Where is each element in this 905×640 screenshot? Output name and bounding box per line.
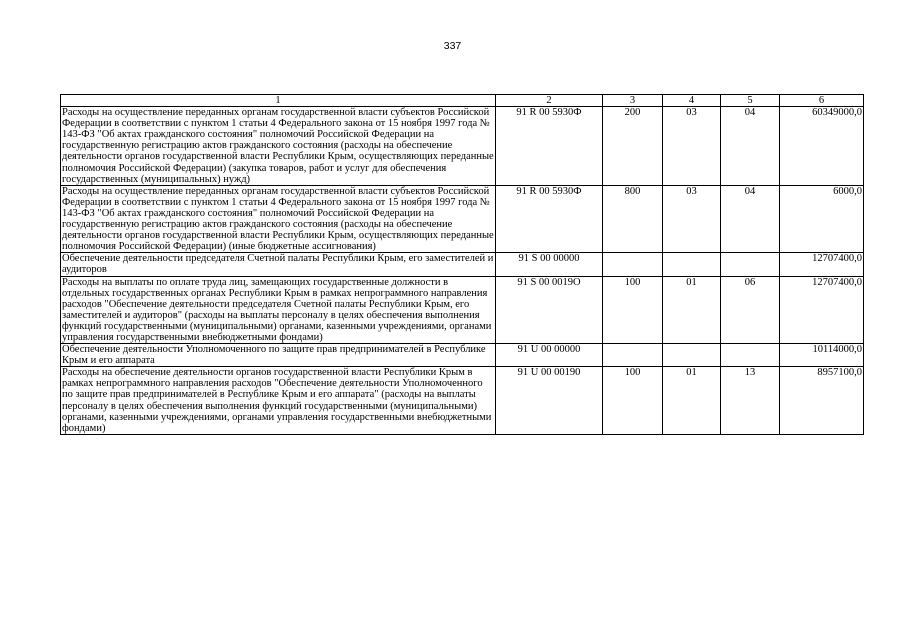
- row-description: Расходы на осуществление переданных органам государственной власти субъектов Российской Федерации в соответствии с пунктом 1 статьи 4 Федерального закона от 15 ноября 1997 года № 143-ФЗ "Об актах гражданского состояния" полномочий Российской Федерации на государственную регистрацию актов гражданского состояния (расходы на обеспечение деятельности органов государственной власти Республики Крым, осуществляющих переданные полномочия Российской Федерации) (закупка товаров, работ и услуг для обеспечения государственных (муниципальных) нужд): [62, 107, 494, 185]
- table-row: [61, 367, 864, 435]
- page-number: 337: [443, 40, 462, 52]
- row-target-article: 91 S 00 00000: [496, 253, 603, 276]
- row-amount: 12707400,0: [780, 253, 864, 276]
- row-subsection: 04: [721, 107, 780, 186]
- row-section: 03: [663, 107, 721, 186]
- row-target-article: 91 S 00 0019О: [496, 276, 603, 344]
- row-description: Расходы на обеспечение деятельности органов государственной власти Республики Крым в рамках непрограммного направления расходов "Обеспечение деятельности Уполномоченного по защите прав предпринимателей в Республике Крым и его аппарата" (расходы на выплаты персоналу в целях обеспечения выполнения функций государственными (муниципальными) органами, казенными учреждениями, органами управления государственными внебюджетными фондами): [61, 367, 496, 435]
- table-row: [61, 107, 864, 186]
- row-section: [663, 344, 721, 367]
- row-amount: 6000,0: [780, 185, 864, 253]
- row-amount: 60349000,0: [780, 107, 864, 186]
- row-subsection: [721, 253, 780, 276]
- header-cell-target-article: 2: [496, 95, 603, 107]
- row-subsection: 13: [721, 367, 780, 435]
- row-target-article: 91 R 00 5930Ф: [496, 107, 603, 186]
- table-row: [61, 253, 864, 276]
- row-target-article: 91 R 00 5930Ф: [496, 185, 603, 253]
- budget-table: [60, 94, 864, 435]
- header-cell-expense-type: 3: [603, 95, 663, 107]
- header-row: [61, 95, 864, 107]
- row-expense-type: 100: [603, 276, 663, 344]
- row-amount: 8957100,0: [780, 367, 864, 435]
- row-target-article: 91 U 00 00000: [496, 344, 603, 367]
- row-expense-type: [603, 253, 663, 276]
- row-section: [663, 253, 721, 276]
- row-section: 01: [663, 276, 721, 344]
- row-amount: 10114000,0: [780, 344, 864, 367]
- row-subsection: 06: [721, 276, 780, 344]
- header-cell-subsection: 5: [721, 95, 780, 107]
- row-section: 01: [663, 367, 721, 435]
- row-expense-type: 800: [603, 185, 663, 253]
- row-expense-type: [603, 344, 663, 367]
- row-amount: 12707400,0: [780, 276, 864, 344]
- table-row: [61, 276, 864, 344]
- table-row: [61, 344, 864, 367]
- row-target-article: 91 U 00 00190: [496, 367, 603, 435]
- header-cell-section: 4: [663, 95, 721, 107]
- row-subsection: 04: [721, 185, 780, 253]
- row-description: Обеспечение деятельности председателя Счетной палаты Республики Крым, его заместителей и аудиторов: [61, 253, 496, 276]
- table-row: [61, 185, 864, 253]
- row-description: Расходы на осуществление переданных органам государственной власти субъектов Российской Федерации в соответствии с пунктом 1 статьи 4 Федерального закона от 15 ноября 1997 года № 143-ФЗ "Об актах гражданского состояния" полномочий Российской Федерации на государственную регистрацию актов гражданского состояния (расходы на обеспечение деятельности органов государственной власти Республики Крым, осуществляющих переданные полномочия Российской Федерации) (иные бюджетные ассигнования): [62, 185, 494, 253]
- header-cell-amount: 6: [780, 95, 864, 107]
- row-expense-type: 100: [603, 367, 663, 435]
- row-expense-type: 200: [603, 107, 663, 186]
- row-subsection: [721, 344, 780, 367]
- row-description: Расходы на выплаты по оплате труда лиц, замещающих государственные должности в отдельных государственных органах Республики Крым в рамках непрограммного направления расходов "Обеспечение деятельности председателя Счетной палаты Республики Крым, его заместителей и аудиторов" (расходы на выплаты персоналу в целях обеспечения выполнения функций государственными (муниципальными) органами, казенными учреждениями, органами управления государственными внебюджетными фондами): [61, 276, 496, 344]
- row-section: 03: [663, 185, 721, 253]
- header-cell-description: 1: [61, 95, 496, 107]
- row-description: Обеспечение деятельности Уполномоченного по защите прав предпринимателей в Республике Крым и его аппарата: [61, 344, 496, 367]
